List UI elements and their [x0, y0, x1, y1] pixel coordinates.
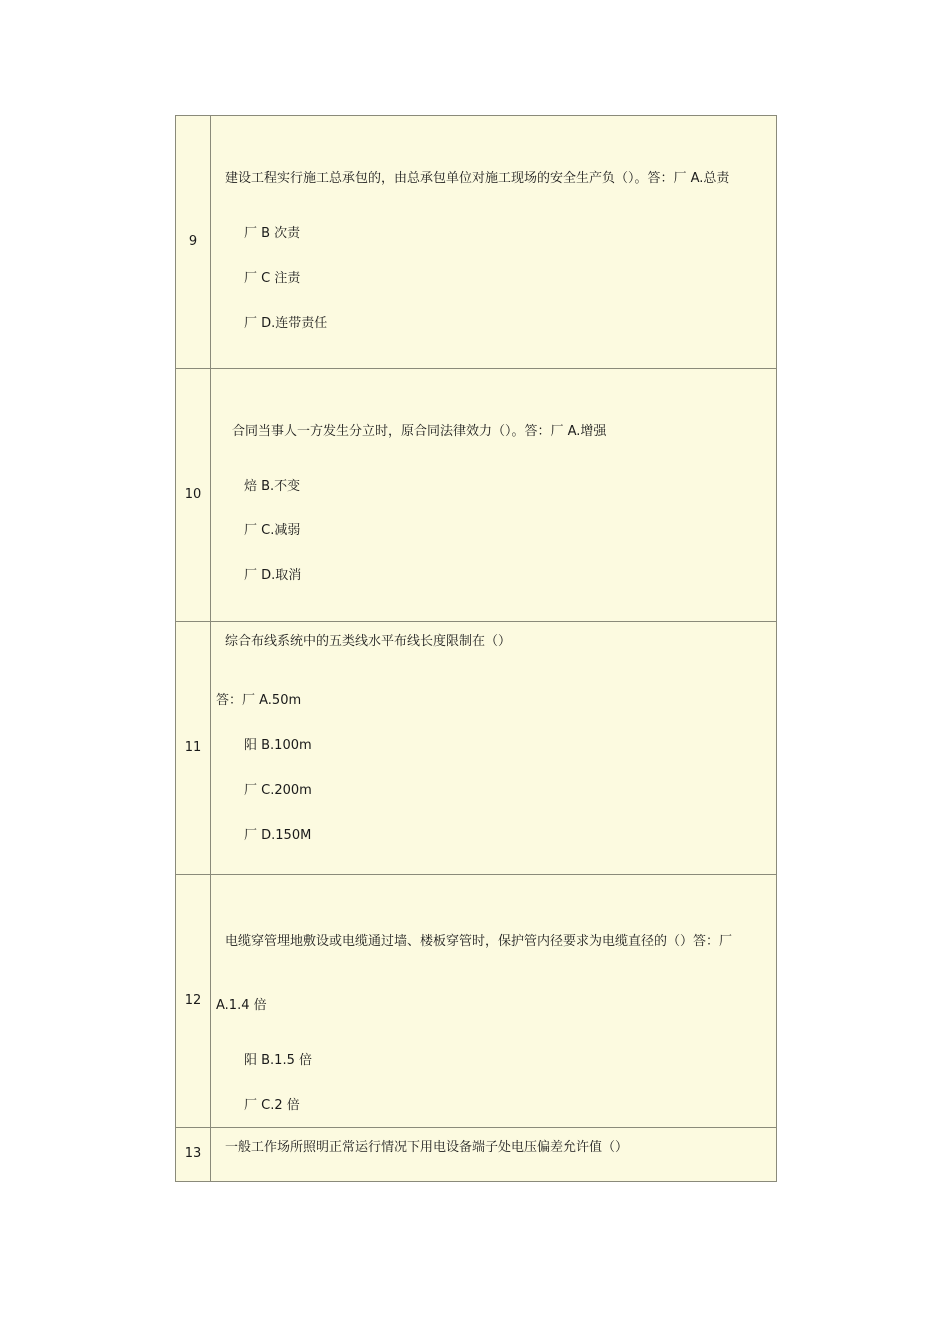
option-d[interactable]: 厂 D.150M	[244, 828, 312, 843]
question-row-12	[176, 874, 776, 1127]
question-number: 10	[184, 487, 202, 502]
number-cell	[176, 116, 211, 368]
question-text: 合同当事人一方发生分立时，原合同法律效力（）。答：厂 A.增强	[232, 424, 607, 439]
option-c[interactable]: 厂 C.2 倍	[244, 1098, 300, 1113]
question-row-11	[176, 621, 776, 874]
question-row-9	[176, 116, 776, 368]
option-c[interactable]: 厂 C.减弱	[244, 523, 301, 538]
option-b[interactable]: 焙 B.不变	[244, 479, 301, 494]
question-row-10	[176, 368, 776, 621]
option-a[interactable]: 答：厂 A.50m	[216, 693, 302, 708]
question-number: 13	[184, 1146, 202, 1161]
option-a[interactable]: A.1.4 倍	[216, 998, 267, 1013]
question-number: 9	[188, 234, 198, 249]
question-text: 一般工作场所照明正常运行情况下用电设备端子处电压偏差允许值（）	[225, 1140, 629, 1155]
option-d[interactable]: 厂 D.连带责任	[244, 316, 328, 331]
option-b[interactable]: 阳 B.100m	[244, 738, 312, 753]
option-d[interactable]: 厂 D.取消	[244, 568, 302, 583]
option-b[interactable]: 阳 B.1.5 倍	[244, 1053, 312, 1068]
number-cell	[176, 875, 211, 1127]
question-number: 12	[184, 993, 202, 1008]
option-b[interactable]: 厂 B 次责	[244, 226, 301, 241]
question-text: 综合布线系统中的五类线水平布线长度限制在（）	[225, 634, 512, 649]
question-text: 电缆穿管埋地敷设或电缆通过墙、楼板穿管时，保护管内径要求为电缆直径的（）答：厂	[225, 934, 733, 949]
number-cell	[176, 369, 211, 621]
question-number: 11	[184, 740, 202, 755]
option-c[interactable]: 厂 C 注责	[244, 271, 301, 286]
question-row-13	[176, 1127, 776, 1181]
option-c[interactable]: 厂 C.200m	[244, 783, 312, 798]
number-cell	[176, 1128, 211, 1181]
number-cell	[176, 622, 211, 874]
question-text: 建设工程实行施工总承包的，由总承包单位对施工现场的安全生产负（）。答：厂 A.总责	[225, 171, 730, 186]
question-table	[175, 115, 777, 1182]
